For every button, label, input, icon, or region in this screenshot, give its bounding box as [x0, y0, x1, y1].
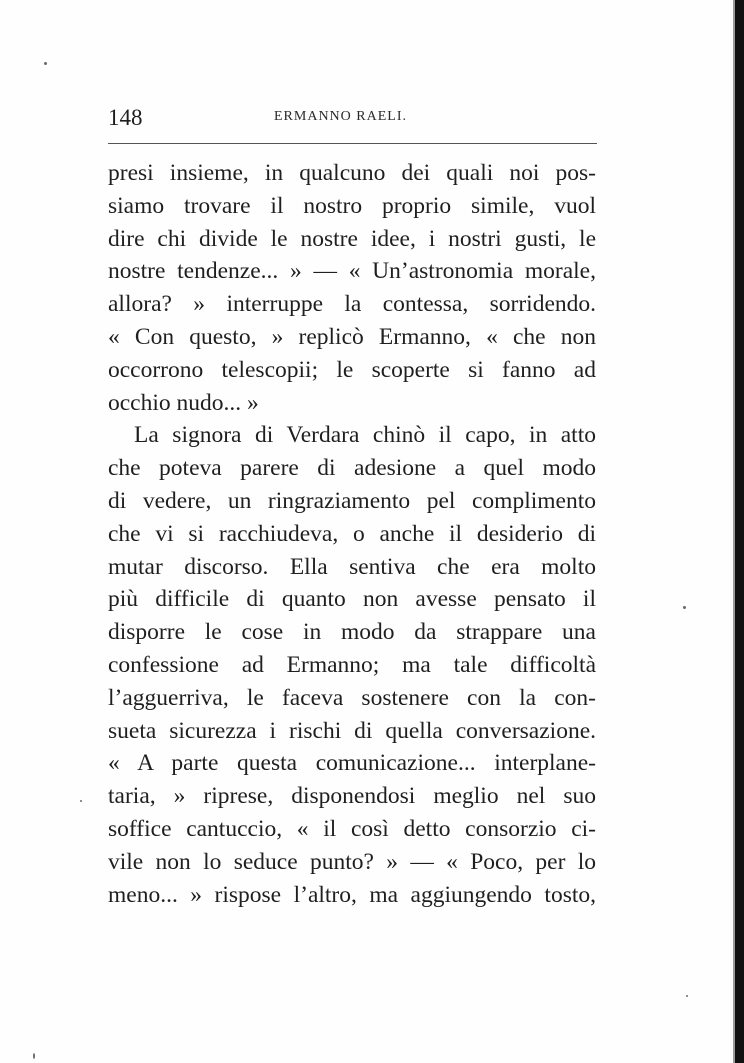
text-line: soffice cantuccio, « il così detto consorzio ci-	[108, 815, 596, 842]
text-line: mutar discorso. Ella sentiva che era molto	[108, 553, 596, 580]
paper-speck	[683, 606, 686, 609]
page-header	[108, 104, 598, 138]
paper-speck	[80, 800, 82, 802]
text-line: disporre le cose in modo da strappare una	[108, 619, 596, 646]
paper-speck	[33, 1053, 35, 1059]
text-line: che vi si racchiudeva, o anche il desiderio di	[108, 520, 596, 547]
text-line: allora? » interruppe la contessa, sorridendo.	[108, 291, 596, 318]
body-text	[108, 157, 596, 911]
text-line: siamo trovare il nostro proprio simile, vuol	[108, 192, 596, 219]
paper-speck	[686, 995, 688, 997]
running-title: ERMANNO RAELI.	[274, 109, 407, 124]
text-line: l’agguerriva, le faceva sostenere con la con-	[108, 684, 596, 711]
text-line: nostre tendenze... » — « Un’astronomia morale,	[108, 258, 596, 285]
text-line: sueta sicurezza i rischi di quella conversazione.	[108, 717, 596, 744]
text-line: di vedere, un ringraziamento pel complimento	[108, 487, 596, 514]
text-line: « A parte questa comunicazione... interplane-	[108, 750, 596, 777]
page-edge-border	[735, 0, 744, 1063]
text-line: occhio nudo... »	[108, 389, 259, 416]
paper-speck	[44, 62, 47, 65]
text-line: vile non lo seduce punto? » — « Poco, per lo	[108, 848, 596, 875]
text-line: taria, » riprese, disponendosi meglio nel suo	[108, 783, 596, 810]
header-rule	[108, 143, 597, 144]
text-line: « Con questo, » replicò Ermanno, « che non	[108, 323, 596, 350]
text-line: dire chi divide le nostre idee, i nostri gusti, le	[108, 225, 596, 252]
text-line: più difficile di quanto non avesse pensato il	[108, 586, 596, 613]
text-line: meno... » rispose l’altro, ma aggiungendo tosto,	[108, 881, 596, 908]
text-line: presi insieme, in qualcuno dei quali noi pos-	[108, 160, 596, 186]
text-line: che poteva parere di adesione a quel modo	[108, 455, 596, 482]
text-line: La signora di Verdara chinò il capo, in atto	[134, 422, 596, 449]
text-line: occorrono telescopii; le scoperte si fanno ad	[108, 356, 596, 383]
text-line: confessione ad Ermanno; ma tale difficoltà	[108, 651, 596, 678]
page-number: 148	[108, 105, 143, 130]
